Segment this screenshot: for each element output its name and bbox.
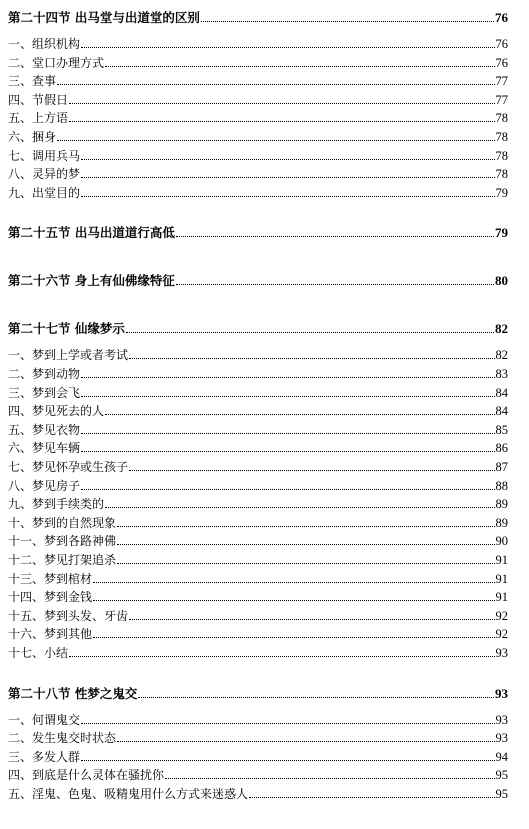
toc-item-entry[interactable] [8,710,508,728]
toc-dot-leader [249,797,494,798]
toc-dot-leader [81,196,494,197]
toc-dot-leader [201,21,494,22]
toc-item-entry[interactable] [8,550,508,568]
toc-page-number: 93 [495,731,508,746]
toc-dot-leader [69,103,494,104]
toc-page-number: 77 [495,92,508,107]
toc-item-title: 十五、梦到头发、牙齿 [8,608,129,623]
toc-item-title: 二、梦到动物 [8,367,81,381]
toc-dot-leader [105,66,494,67]
toc-page-number: 89 [495,515,508,530]
toc-dot-leader [126,332,494,333]
toc-item-entry[interactable] [8,513,508,531]
toc-dot-leader [81,377,494,378]
toc-page-number: 93 [495,712,508,727]
toc-item-entry[interactable] [8,438,508,456]
toc-item-entry[interactable] [8,624,508,642]
toc-item-title: 六、捆身 [8,130,57,144]
toc-item-entry[interactable] [8,587,508,605]
toc-item-title: 五、梦见衣物 [8,422,81,437]
toc-item-title: 三、多发人群 [8,749,81,764]
toc-page-number: 79 [495,185,508,200]
toc-item-entry[interactable] [8,53,508,71]
toc-item-title: 八、灵异的梦 [8,167,81,182]
toc-dot-leader [81,723,494,724]
toc-item-title: 二、堂口办理方式 [8,55,105,70]
toc-item-entry[interactable] [8,383,508,401]
toc-item-entry[interactable] [8,569,508,587]
toc-item-title: 一、梦到上学或者考试 [8,348,129,363]
toc-dot-leader [129,470,494,471]
toc-section-title: 第二十八节 性梦之鬼交 [8,685,138,701]
toc-page-number: 79 [495,225,508,241]
toc-item-entry[interactable] [8,457,508,475]
toc-section-title: 第二十六节 身上有仙佛缘特征 [8,273,175,289]
toc-item-entry[interactable] [8,747,508,765]
toc-page-number: 76 [495,10,508,25]
toc-page-number: 82 [495,321,508,337]
toc-dot-leader [93,637,494,638]
toc-section-entry[interactable] [8,223,508,241]
toc-item-title: 七、调用兵马 [8,148,81,163]
toc-page-number: 76 [495,37,508,51]
toc-dot-leader [57,84,494,85]
toc-item-entry[interactable] [8,643,508,661]
toc-item-entry[interactable] [8,146,508,164]
toc-item-title: 四、梦见死去的人 [8,404,105,419]
toc-item-entry[interactable] [8,71,508,89]
toc-item-entry[interactable] [8,728,508,746]
toc-dot-leader [129,358,494,359]
toc-item-title: 三、梦到会飞 [8,385,81,400]
toc-section-entry[interactable] [8,684,508,702]
toc-page-number: 88 [495,478,508,493]
toc-item-entry[interactable] [8,345,508,363]
toc-item-title: 五、淫鬼、色鬼、吸精鬼用什么方式来迷惑人 [8,787,249,801]
toc-page-number: 84 [495,385,508,400]
toc-page-number: 94 [495,749,508,764]
toc-dot-leader [138,697,494,698]
toc-dot-leader [165,778,494,779]
toc-dot-leader [105,414,494,415]
toc-page-number: 76 [495,55,508,70]
toc-page-number: 78 [495,130,508,144]
toc-item-title: 十七、小结 [8,646,69,660]
toc-page-number: 82 [495,348,508,363]
toc-dot-leader [81,159,494,160]
toc-page-number: 80 [495,273,508,289]
toc-page-number: 95 [495,768,508,783]
toc-dot-leader [176,284,494,285]
toc-item-title: 十六、梦到其他 [8,627,93,642]
toc-page-number: 93 [495,646,508,660]
toc-item-title: 四、节假日 [8,92,69,107]
toc-page-number: 83 [495,367,508,381]
toc-dot-leader [81,396,494,397]
toc-item-entry[interactable] [8,364,508,382]
toc-page-number: 89 [495,497,508,512]
toc-item-title: 四、到底是什么灵体在骚扰你 [8,768,165,783]
toc-item-title: 三、查事 [8,74,57,89]
toc-dot-leader [81,451,494,452]
toc-section-entry[interactable] [8,8,508,26]
toc-item-entry[interactable] [8,784,508,802]
toc-item-entry[interactable] [8,606,508,624]
toc-section-title: 第二十四节 出马堂与出道堂的区别 [8,10,200,25]
toc-item-entry[interactable] [8,127,508,145]
toc-item-title: 六、梦见车辆 [8,441,81,456]
toc-item-title: 九、梦到手续类的 [8,497,105,512]
toc-page-number: 84 [495,404,508,419]
toc-section-entry[interactable] [8,271,508,289]
toc-dot-leader [93,600,494,601]
toc-dot-leader [93,582,494,583]
toc-page-number: 93 [495,685,508,701]
toc-page-number: 85 [495,422,508,437]
toc-item-entry[interactable] [8,765,508,783]
toc-dot-leader [117,544,494,545]
toc-item-title: 五、上方语 [8,111,69,126]
toc-page-number: 78 [495,111,508,126]
toc-item-title: 一、何谓鬼交 [8,712,81,727]
toc-item-title: 九、出堂目的 [8,185,81,200]
toc-item-entry[interactable] [8,476,508,494]
toc-dot-leader [69,656,494,657]
toc-dot-leader [69,121,494,122]
toc-item-entry[interactable] [8,531,508,549]
toc-dot-leader [81,489,494,490]
toc-item-title: 一、组织机构 [8,37,81,51]
toc-dot-leader [57,140,494,141]
toc-dot-leader [176,236,494,237]
toc-item-entry[interactable] [8,494,508,512]
toc-item-title: 七、梦见怀孕或生孩子 [8,460,129,474]
toc-page-number: 95 [495,787,508,801]
toc-item-title: 十二、梦见打架追杀 [8,553,117,567]
toc-page-number: 91 [495,553,508,567]
toc-item-title: 十三、梦到棺材 [8,571,93,586]
toc-item-title: 十四、梦到金钱 [8,590,93,605]
toc-page-number: 91 [495,571,508,586]
toc-dot-leader [81,47,494,48]
toc-item-entry[interactable] [8,34,508,52]
toc-dot-leader [81,433,494,434]
toc-section-entry[interactable] [8,319,508,337]
toc-section-title: 第二十七节 仙缘梦示 [8,321,125,337]
toc-dot-leader [117,741,494,742]
toc-dot-leader [105,507,494,508]
toc-item-entry[interactable] [8,108,508,126]
toc-dot-leader [81,177,494,178]
toc-item-title: 十一、梦到各路神佛 [8,534,117,549]
toc-page-number: 86 [495,441,508,456]
toc-page-number: 91 [495,590,508,605]
toc-item-title: 十、梦到的自然现象 [8,515,117,530]
toc-page-number: 77 [495,74,508,89]
toc-page-number: 78 [495,148,508,163]
toc-page-number: 90 [495,534,508,549]
toc-dot-leader [117,563,494,564]
toc-item-entry[interactable] [8,420,508,438]
toc-page-number: 78 [495,167,508,182]
toc-dot-leader [81,760,494,761]
toc-dot-leader [129,619,494,620]
toc-item-entry[interactable] [8,90,508,108]
toc-dot-leader [117,526,494,527]
toc-page-number: 92 [495,608,508,623]
toc-item-entry[interactable] [8,401,508,419]
toc-item-title: 八、梦见房子 [8,478,81,493]
toc-item-entry[interactable] [8,183,508,201]
toc-page-number: 87 [495,460,508,474]
toc-section-title: 第二十五节 出马出道道行高低 [8,225,175,241]
toc-page-number: 92 [495,627,508,642]
toc-item-entry[interactable] [8,164,508,182]
toc-item-title: 二、发生鬼交时状态 [8,731,117,746]
